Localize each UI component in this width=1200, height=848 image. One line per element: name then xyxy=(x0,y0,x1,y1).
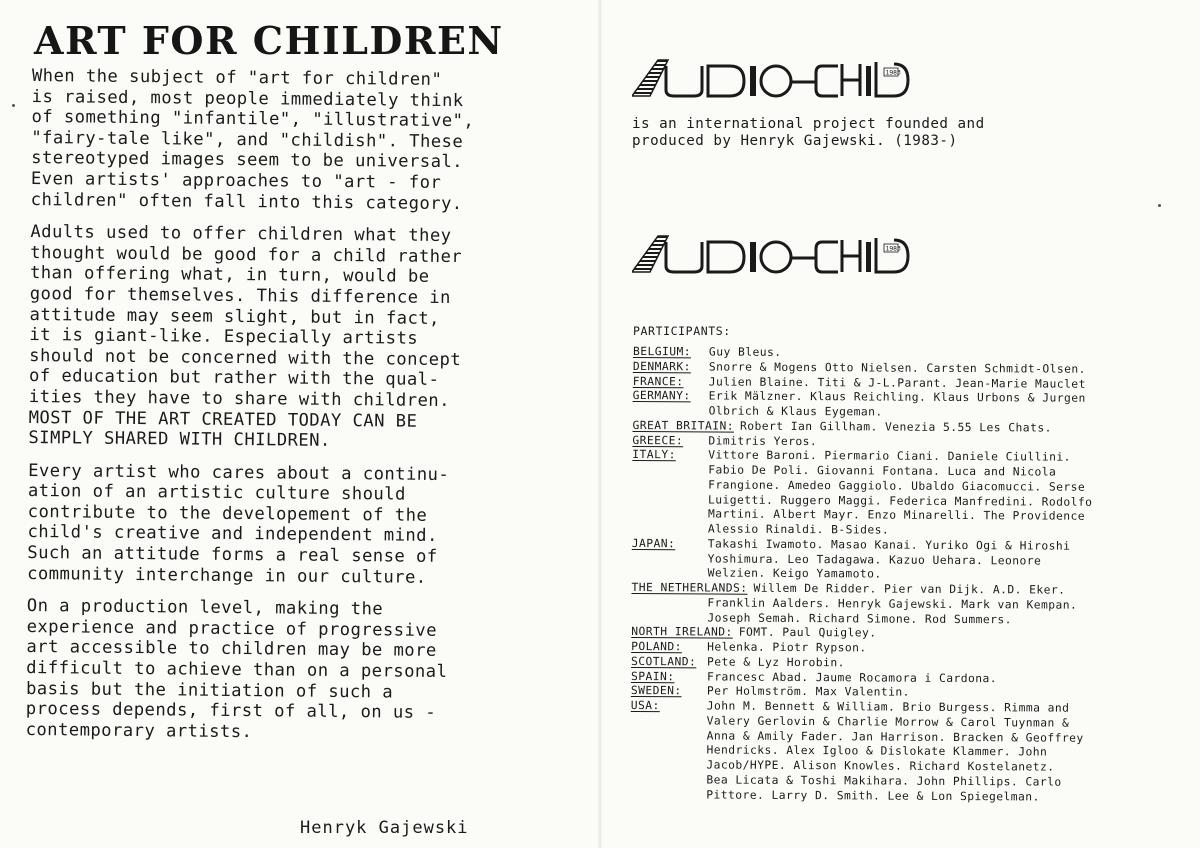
participant-names: Fabio De Poli. Giovanni Fontana. Luca and Nicola xyxy=(708,463,1057,479)
article-line: attitude may seem slight, but in fact, xyxy=(29,304,441,329)
article-line: than offering what, in turn, would be xyxy=(29,263,430,288)
participant-names: Bea Licata & Toshi Makihara. John Phillips. Carlo xyxy=(706,773,1062,789)
participant-names: Helenka. Piotr Rypson. xyxy=(707,640,867,655)
page-title: ART FOR CHILDREN xyxy=(34,18,504,63)
participant-names: Francesc Abad. Jaume Rocamora i Cardona. xyxy=(706,669,998,685)
article-line: ation of an artistic culture should xyxy=(27,481,406,505)
article-line: community interchange in our culture. xyxy=(27,563,427,588)
article-paragraph xyxy=(27,461,576,590)
participant-names: Luigetti. Ruggero Maggi. Federica Manfredini. Rodolfo xyxy=(708,492,1093,509)
article-line: stereotyped images seem to be universal. xyxy=(31,148,464,173)
participant-names: Yoshimura. Leo Tadagawa. Kazuo Uehara. Leonore xyxy=(707,551,1042,567)
article-line: ities they have to share with children. xyxy=(28,386,451,411)
article-line: Every artist who cares about a continu- xyxy=(28,460,450,485)
participant-names: Pete & Lyz Horobin. xyxy=(707,655,845,670)
participant-names: Alessio Rinaldi. B-Sides. xyxy=(707,522,890,537)
article-line: difficult to achieve than on a personal xyxy=(26,658,448,683)
article-line: MOST OF THE ART CREATED TODAY CAN BE xyxy=(28,407,418,432)
participant-names: Joseph Semah. Richard Simone. Rod Summers. xyxy=(707,610,1012,626)
article-line: children" often fall into this category. xyxy=(30,189,463,214)
logo-year: 1983 xyxy=(885,69,901,77)
participant-names: Dimitris Yeros. xyxy=(708,433,818,448)
participant-entry xyxy=(632,448,1178,540)
participant-names: Snorre & Mogens Otto Nielsen. Carsten Schmidt-Olsen. xyxy=(708,360,1086,376)
participant-entry xyxy=(630,699,1176,806)
participant-names: Willem De Ridder. Pier van Dijk. A.D. Eker. xyxy=(753,581,1066,597)
participant-entry xyxy=(633,389,1178,422)
participant-entry xyxy=(632,537,1177,585)
participant-names: Martini. Albert Mayr. Enzo Minarelli. The Providence xyxy=(707,507,1086,524)
participant-names: Pittore. Larry D. Smith. Lee & Lon Spiegelman. xyxy=(706,787,1040,803)
participant-names: Vittore Baroni. Piermario Ciani. Daniele Ciullini. xyxy=(708,448,1071,464)
country-label: THE NETHERLANDS: xyxy=(631,580,748,595)
country-label: POLAND: xyxy=(631,639,682,654)
paper-speck xyxy=(12,104,15,107)
participant-names: Erik Mälzner. Klaus Reichling. Klaus Urbons & Jurgen xyxy=(708,389,1086,406)
article-line: contemporary artists. xyxy=(25,719,253,742)
participant-names: Valery Gerlovin & Charlie Morrow & Carol Tuynman & xyxy=(706,714,1070,730)
country-label: GREECE: xyxy=(632,433,684,447)
description-line: is an international project founded and xyxy=(632,116,985,132)
article-line: is raised, most people immediately think xyxy=(31,86,464,111)
country-label: BELGIUM: xyxy=(632,345,692,359)
article-line: SIMPLY SHARED WITH CHILDREN. xyxy=(28,428,331,451)
article-line: On a production level, making the xyxy=(26,596,384,620)
country-label: GERMANY: xyxy=(632,389,691,403)
participant-names: Anna & Amily Fader. Jan Harrison. Bracken & Geoffrey xyxy=(706,728,1084,745)
article-line: should not be concerned with the concept xyxy=(29,345,462,370)
project-description xyxy=(632,116,985,150)
article-line: thought would be good for a child rather xyxy=(30,242,463,267)
country-label: SPAIN: xyxy=(630,669,675,683)
participant-names: FOMT. Paul Quigley. xyxy=(738,625,877,640)
participant-names: Olbrich & Klaus Eygeman. xyxy=(708,404,883,419)
participant-names: John M. Bennett & William. Brio Burgess. Rimma and xyxy=(706,699,1070,715)
participants-heading: PARTICIPANTS: xyxy=(633,324,731,338)
logo-year-2: 1983 xyxy=(885,245,901,253)
article-line: Adults used to offer children what they xyxy=(30,222,452,247)
participants-list xyxy=(630,345,1178,806)
country-label: SCOTLAND: xyxy=(631,654,697,669)
participant-names: Frangione. Amedeo Gaggiolo. Ubaldo Giacomucci. Serse xyxy=(708,478,1086,494)
article-line: child's creative and independent mind. xyxy=(27,522,438,547)
article-line: it is giant-like. Especially artists xyxy=(29,325,419,349)
article-line: experience and practice of progressive xyxy=(26,616,438,641)
participant-names: Jacob/HYPE. Alison Knowles. Richard Kostelanetz. xyxy=(706,758,1055,774)
description-line: produced by Henryk Gajewski. (1983-) xyxy=(632,133,958,149)
country-label: ITALY: xyxy=(632,448,676,462)
article-line: good for themselves. This difference in xyxy=(29,283,452,308)
participant-names: Welzien. Keigo Yamamoto. xyxy=(707,566,882,581)
audio-child-logo-2 xyxy=(632,232,912,278)
participant-names: Julien Blaine. Titi & J-L.Parant. Jean-Marie Mauclet xyxy=(708,374,1086,391)
country-label: FRANCE: xyxy=(632,374,684,388)
article-line: basis but the initiation of such a xyxy=(25,678,394,703)
article-body xyxy=(25,66,580,758)
country-label: GREAT BRITAIN: xyxy=(632,418,735,433)
article-line: Even artists' approaches to "art - for xyxy=(30,168,442,193)
article-line: art accessible to children may be more xyxy=(26,637,437,662)
participant-names: Franklin Aalders. Henryk Gajewski. Mark van Kempan. xyxy=(707,596,1078,612)
article-paragraph xyxy=(28,222,578,454)
article-line: process depends, first of all, on us - xyxy=(25,699,437,724)
article-line: of something "infantile", "illustrative", xyxy=(31,107,475,132)
participant-names: Hendricks. Alex Igloo & Dislokate Klammer. John xyxy=(706,743,1048,759)
article-line: contribute to the developement of the xyxy=(27,501,428,526)
country-label: USA: xyxy=(630,698,660,713)
country-label: DENMARK: xyxy=(632,359,691,374)
article-paragraph xyxy=(26,596,575,745)
article-line: "fairy-tale like", and "childish". These xyxy=(31,127,464,152)
article-paragraph xyxy=(31,66,580,215)
article-line: of education but rather with the qual- xyxy=(28,366,440,391)
article-line: When the subject of "art for children" xyxy=(31,66,443,90)
audio-child-logo xyxy=(632,56,912,102)
participant-names: Per Holmström. Max Valentin. xyxy=(706,684,910,699)
country-label: JAPAN: xyxy=(631,536,676,551)
participant-names: Takashi Iwamoto. Masao Kanai. Yuriko Ogi & Hiroshi xyxy=(707,537,1071,553)
author-signature: Henryk Gajewski xyxy=(300,818,469,838)
country-label: SWEDEN: xyxy=(630,684,682,698)
participant-names: Guy Bleus. xyxy=(708,345,782,359)
country-label: NORTH IRELAND: xyxy=(631,625,733,639)
participant-names: Robert Ian Gillham. Venezia 5.55 Les Chats. xyxy=(739,419,1052,435)
paper-speck xyxy=(1158,204,1161,207)
article-line: Such an attitude forms a real sense of xyxy=(27,543,438,567)
